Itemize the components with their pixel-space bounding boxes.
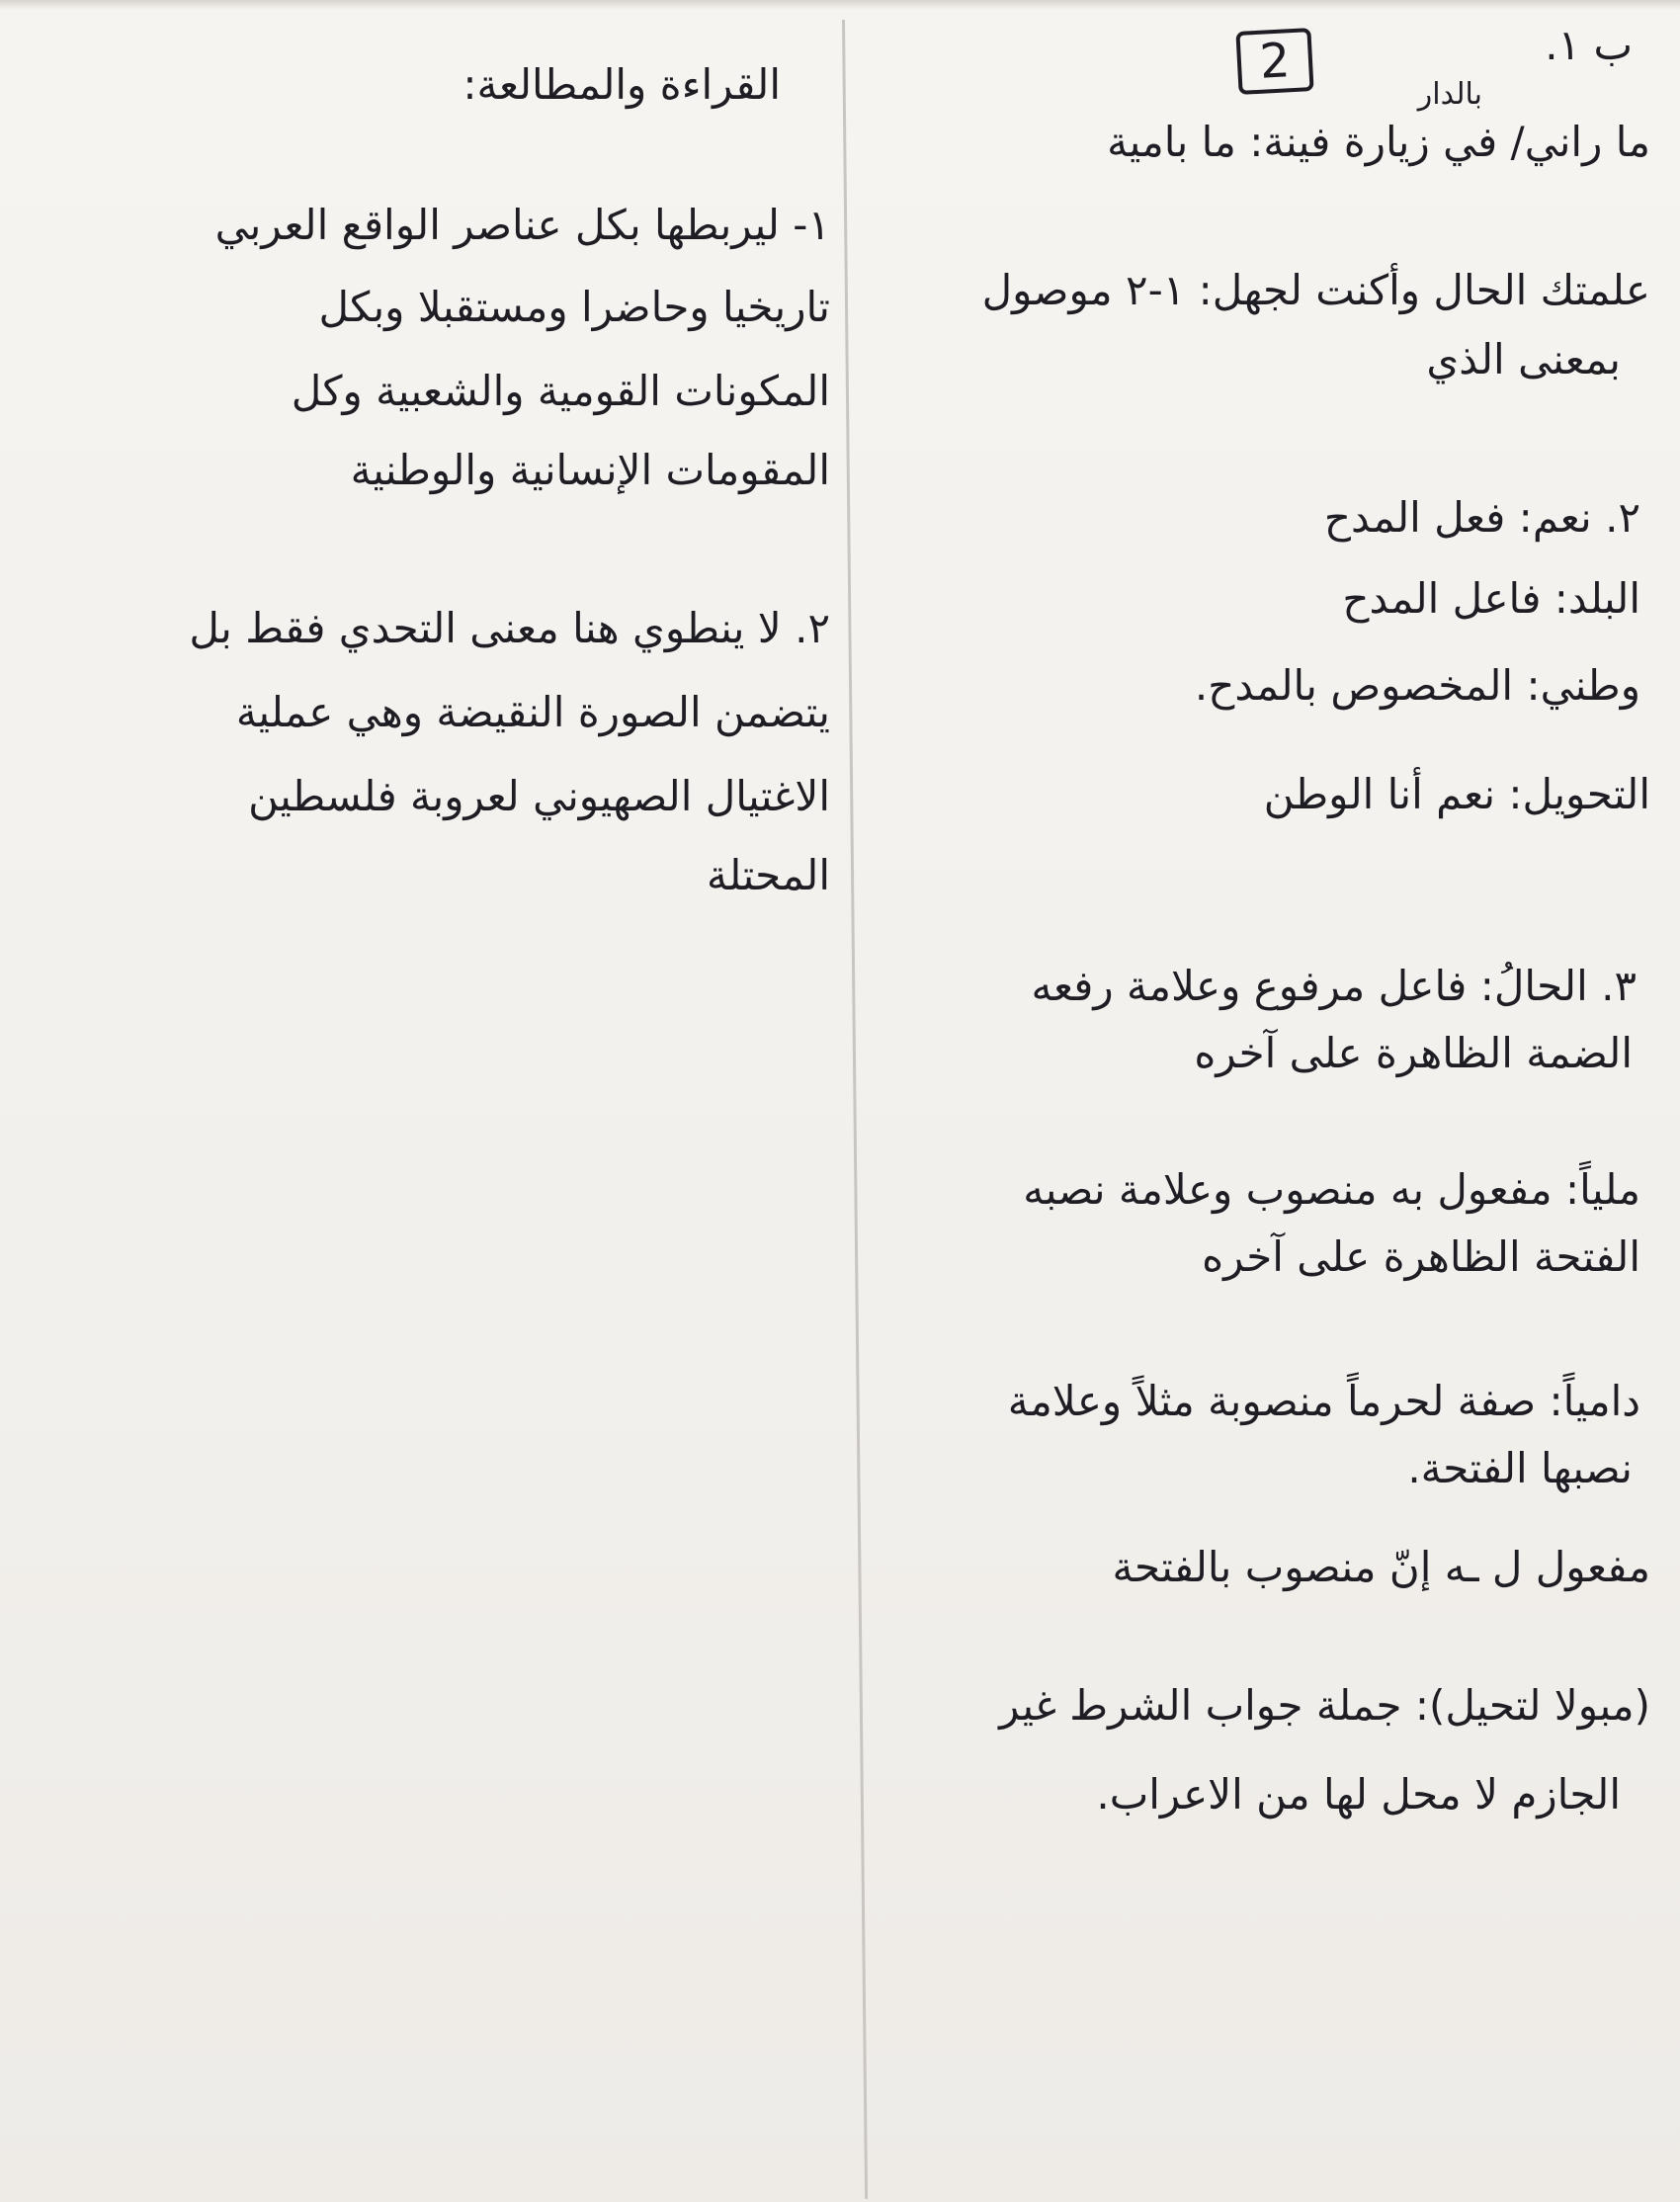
left-column	[20, 0, 840, 2202]
answer-line: علمتك الحال وأكنت لجهل: ١-٢ موصول	[981, 266, 1650, 314]
answer-line: دامياً: صفة لحرماً منصوبة مثلاً وعلامة	[1007, 1377, 1640, 1425]
answer-line: بمعنى الذي	[1426, 335, 1621, 383]
answer-line: التحويل: نعم أنا الوطن	[1263, 770, 1650, 818]
answer-line: البلد: فاعل المدح	[1342, 574, 1640, 623]
reading-line: المقومات الإنسانية والوطنية	[350, 446, 830, 494]
answer-line: نصبها الفتحة.	[1407, 1444, 1633, 1492]
answer-line: ٢. نعم: فعل المدح	[1323, 493, 1640, 542]
answer-line: ملياً: مفعول به منصوب وعلامة نصبه	[1023, 1165, 1640, 1214]
reading-line: ٢. لا ينطوي هنا معنى التحدي فقط بل	[189, 604, 830, 652]
reading-line: المحتلة	[707, 851, 830, 899]
answer-line: وطني: المخصوص بالمدح.	[1194, 661, 1640, 710]
page-number-box: 2	[1235, 28, 1313, 95]
answer-line: (مبولا لتحيل): جملة جواب الشرط غير	[999, 1681, 1650, 1730]
insertion-mark: بالدار	[1417, 77, 1482, 112]
answer-line: ما راني/ في زيارة فينة: ما بامية	[1107, 118, 1650, 166]
section-heading: القراءة والمطالعة:	[462, 60, 781, 109]
reading-line: ١- ليربطها بكل عناصر الواقع العربي	[214, 201, 830, 249]
answer-line: الفتحة الظاهرة على آخره	[1202, 1232, 1640, 1281]
answer-line: الضمة الظاهرة على آخره	[1194, 1029, 1633, 1077]
answer-line: ٣. الحالُ: فاعل مرفوع وعلامة رفعه	[1031, 962, 1637, 1010]
right-column	[860, 0, 1650, 2202]
reading-line: المكونات القومية والشعبية وكل	[291, 367, 830, 415]
answer-line: مفعول ل ـه إنّ منصوب بالفتحة	[1112, 1543, 1650, 1591]
part-label: ب ١.	[1545, 21, 1633, 69]
reading-line: الاغتيال الصهيوني لعروبة فلسطين	[248, 772, 830, 820]
answer-line: الجازم لا محل لها من الاعراب.	[1096, 1770, 1621, 1819]
reading-line: تاريخيا وحاضرا ومستقبلا وبكل	[318, 283, 830, 331]
reading-line: يتضمن الصورة النقيضة وهي عملية	[235, 688, 830, 736]
